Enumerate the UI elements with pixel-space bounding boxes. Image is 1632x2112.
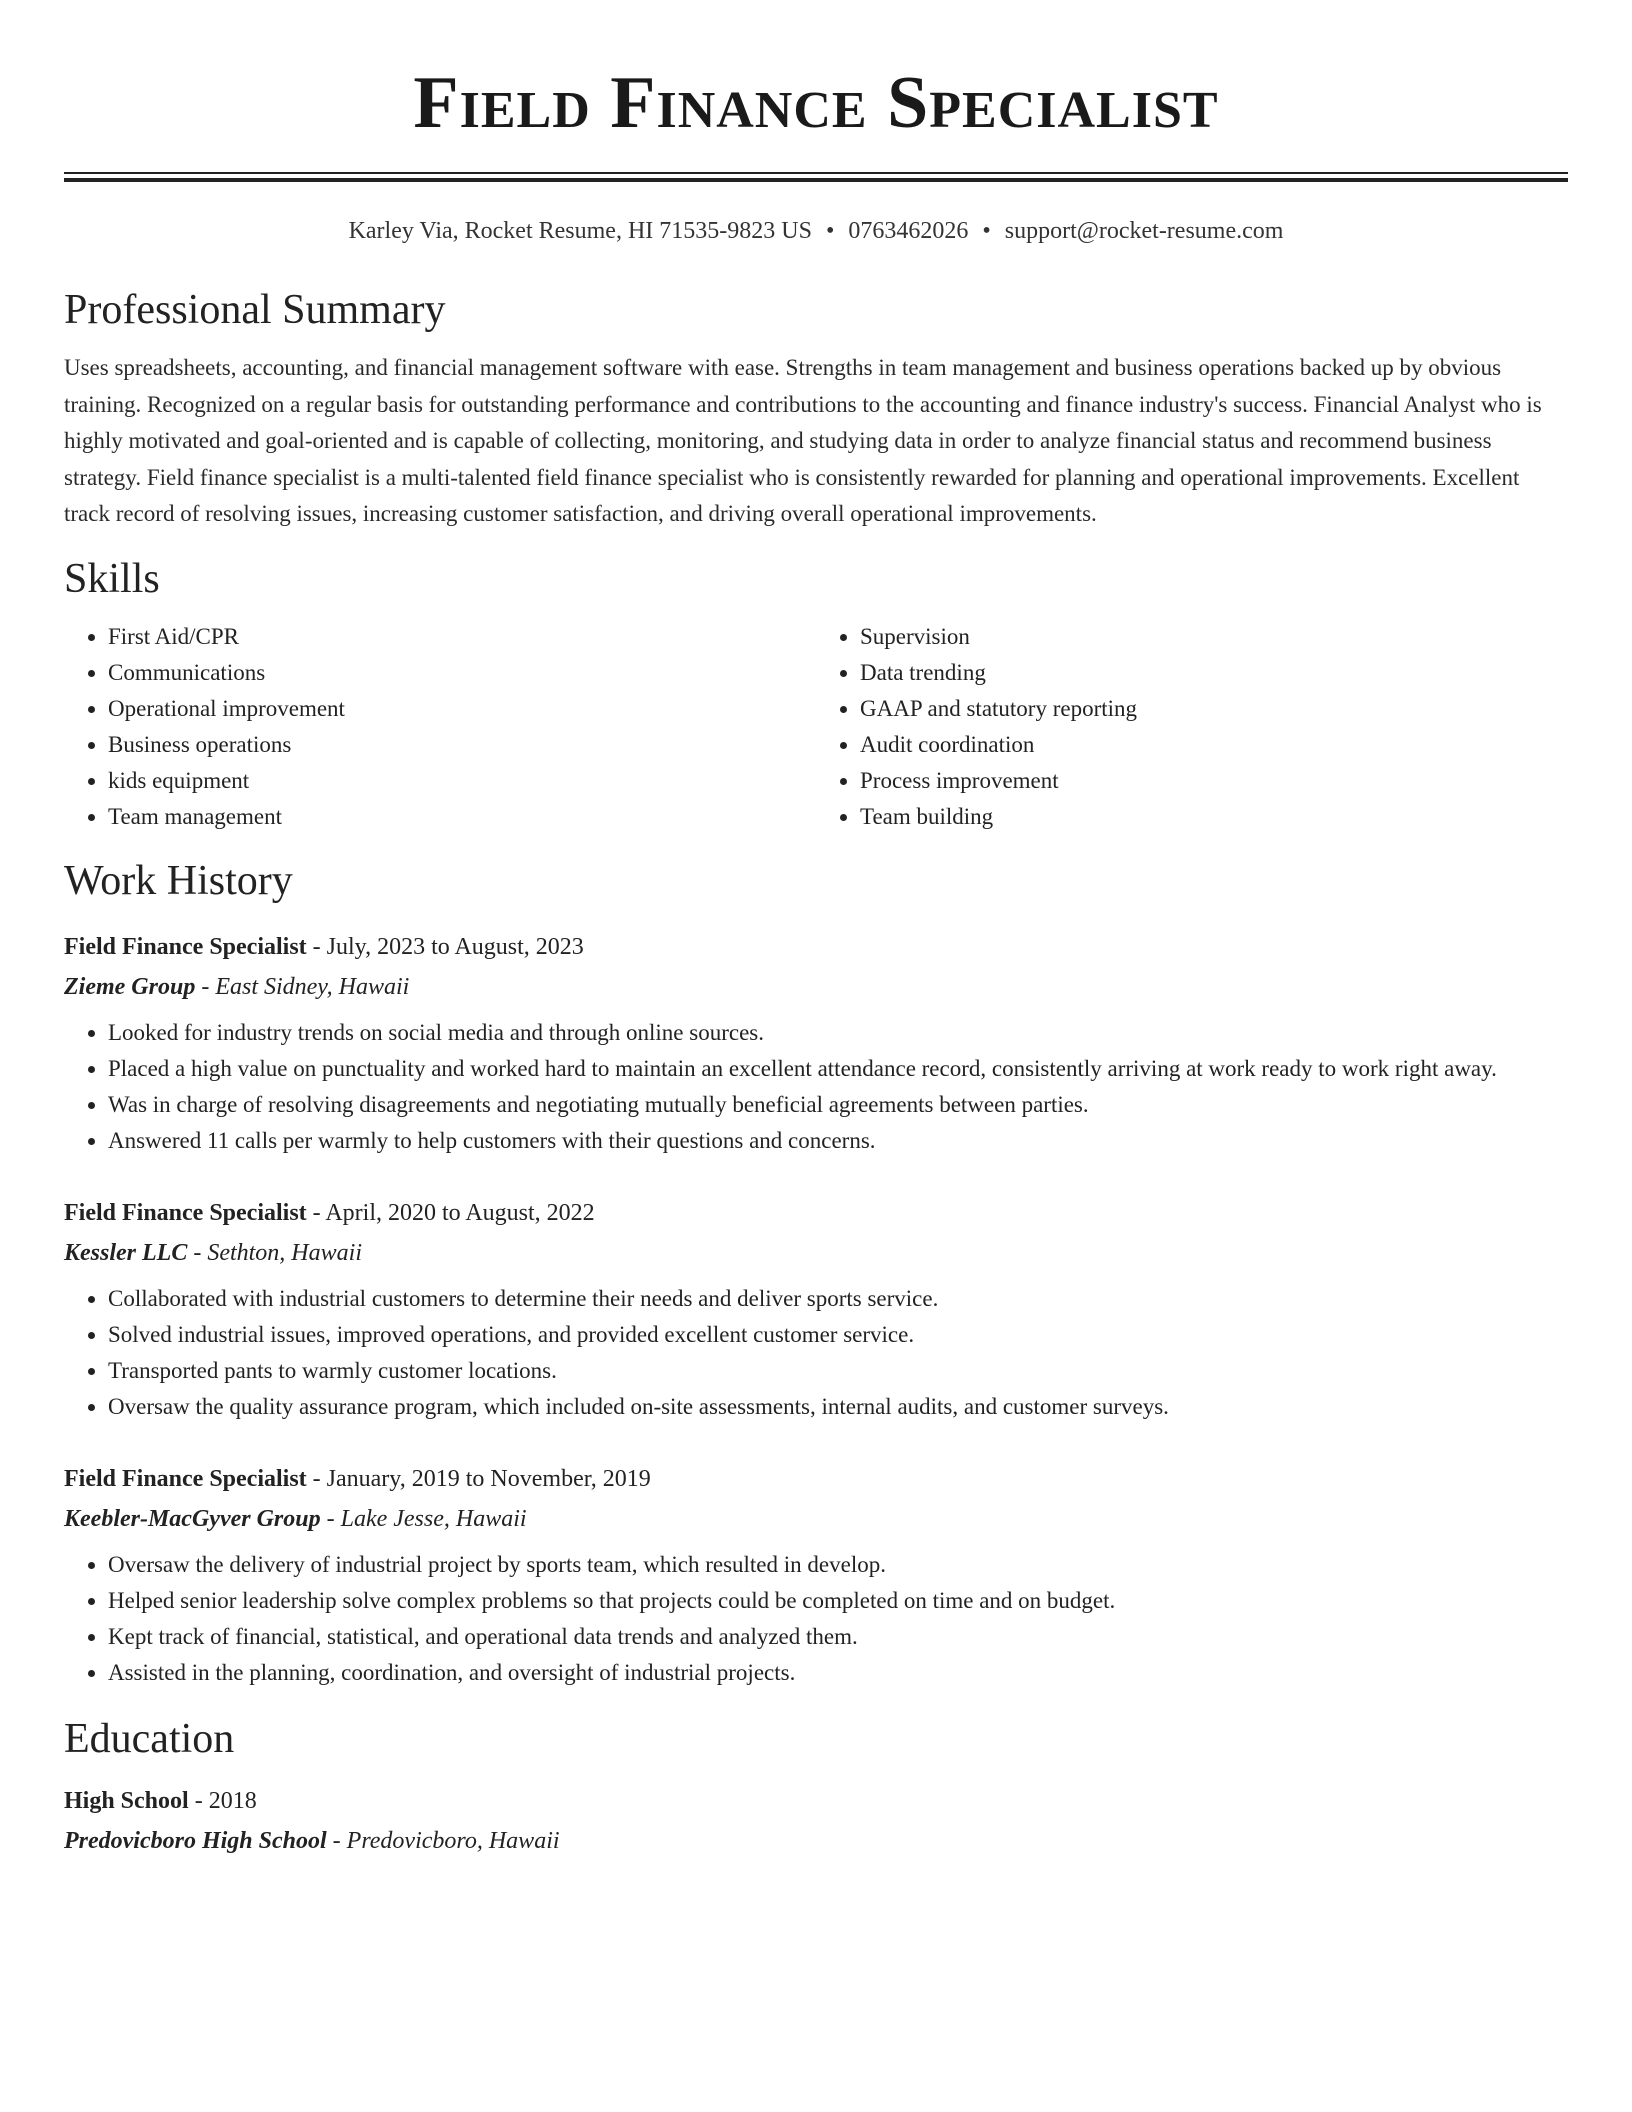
skills-column-left xyxy=(64,619,816,835)
skill-item: • Operational improvement xyxy=(108,691,816,727)
job-bullet: • Answered 11 calls per warmly to help customers with their questions and concerns. xyxy=(108,1123,1568,1159)
job-location: - Sethton, Hawaii xyxy=(187,1239,362,1266)
contact-address: Karley Via, Rocket Resume, HI 71535-9823 US xyxy=(348,218,812,244)
job-title-line xyxy=(64,927,1568,967)
job-company: Keebler-MacGyver Group xyxy=(64,1505,321,1532)
contact-separator: • xyxy=(825,218,835,244)
skill-item: • Supervision xyxy=(860,619,1568,655)
education-school: Predovicboro High School xyxy=(64,1827,327,1854)
job-bullet: • Placed a high value on punctuality and worked hard to maintain an excellent attendance record, consistently arriving at work ready to work right away. xyxy=(108,1051,1568,1087)
job-bullet: • Oversaw the delivery of industrial project by sports team, which resulted in develop. xyxy=(108,1547,1568,1583)
skill-item: • First Aid/CPR xyxy=(108,619,816,655)
education-degree-line xyxy=(64,1781,1568,1821)
job-bullet: • Solved industrial issues, improved operations, and provided excellent customer service. xyxy=(108,1317,1568,1353)
education-location: - Predovicboro, Hawaii xyxy=(326,1827,560,1854)
skill-item: • Audit coordination xyxy=(860,727,1568,763)
education-school-line xyxy=(64,1821,1568,1861)
job-bullet: • Kept track of financial, statistical, and operational data trends and analyzed them. xyxy=(108,1619,1568,1655)
job-title: Field Finance Specialist xyxy=(64,933,307,960)
education-entry xyxy=(64,1781,1568,1861)
education-year: - 2018 xyxy=(188,1787,257,1814)
contact-line xyxy=(64,216,1568,246)
job-location: - Lake Jesse, Hawaii xyxy=(320,1505,527,1532)
skill-item: • Team management xyxy=(108,799,816,835)
skills-heading: Skills xyxy=(64,555,160,602)
resume-title: Field Finance Specialist xyxy=(413,62,1219,144)
job-title: Field Finance Specialist xyxy=(64,1199,307,1226)
skill-item: • Team building xyxy=(860,799,1568,835)
job-title-line xyxy=(64,1193,1568,1233)
job-dates: - April, 2020 to August, 2022 xyxy=(306,1199,595,1226)
summary-heading: Professional Summary xyxy=(64,287,446,333)
job-bullet: • Helped senior leadership solve complex problems so that projects could be completed on time and on budget. xyxy=(108,1583,1568,1619)
job-bullet: • Transported pants to warmly customer locations. xyxy=(108,1353,1568,1389)
job-company-line xyxy=(64,1499,1568,1539)
title-divider xyxy=(64,172,1568,182)
skill-item: • Data trending xyxy=(860,655,1568,691)
job-bullet: • Was in charge of resolving disagreements and negotiating mutually beneficial agreements between parties. xyxy=(108,1087,1568,1123)
skill-item: • Process improvement xyxy=(860,763,1568,799)
skill-item: • Communications xyxy=(108,655,816,691)
job-entry xyxy=(64,1193,1568,1425)
summary-text: Uses spreadsheets, accounting, and financial management software with ease. Strengths in team management and business operations backed up by obvious training. Recognized on a regular basis for outstanding performance and contributions to the accounting and finance industry's success. Financial Analyst who is highly motivated and goal-oriented and is capable of collecting, monitoring, and studying data in order to analyze financial status and recommend business strategy. Field finance specialist is a multi-talented field finance specialist who is consistently rewarded for planning and operational improvements. Excellent track record of resolving issues, increasing customer satisfaction, and driving overall operational improvements. xyxy=(64,355,1542,526)
skill-item: • kids equipment xyxy=(108,763,816,799)
job-bullet: • Assisted in the planning, coordination, and oversight of industrial projects. xyxy=(108,1655,1568,1691)
skills-list xyxy=(64,619,1568,835)
job-company: Zieme Group xyxy=(64,973,196,1000)
job-bullet: • Looked for industry trends on social media and through online sources. xyxy=(108,1015,1568,1051)
job-entry xyxy=(64,1459,1568,1691)
job-company-line xyxy=(64,967,1568,1007)
job-bullets xyxy=(64,1281,1568,1425)
skills-column-right xyxy=(816,619,1568,835)
job-dates: - July, 2023 to August, 2023 xyxy=(306,933,584,960)
job-location: - East Sidney, Hawaii xyxy=(195,973,410,1000)
job-bullet: • Oversaw the quality assurance program, which included on-site assessments, internal audits, and customer surveys. xyxy=(108,1389,1568,1425)
education-degree: High School xyxy=(64,1787,189,1814)
job-bullet: • Collaborated with industrial customers to determine their needs and deliver sports service. xyxy=(108,1281,1568,1317)
skill-item: • GAAP and statutory reporting xyxy=(860,691,1568,727)
job-company-line xyxy=(64,1233,1568,1273)
job-bullets xyxy=(64,1015,1568,1159)
contact-separator: • xyxy=(982,218,991,244)
job-company: Kessler LLC xyxy=(64,1239,188,1266)
job-title: Field Finance Specialist xyxy=(64,1465,307,1492)
job-bullets xyxy=(64,1547,1568,1691)
job-dates: - January, 2019 to November, 2019 xyxy=(306,1465,651,1492)
education-heading: Education xyxy=(64,1715,235,1762)
skill-item: • Business operations xyxy=(108,727,816,763)
work-history-heading: Work History xyxy=(64,857,293,904)
contact-phone: 0763462026 xyxy=(848,218,969,244)
job-entry xyxy=(64,927,1568,1159)
job-title-line xyxy=(64,1459,1568,1499)
contact-email: support@rocket-resume.com xyxy=(1004,218,1284,244)
